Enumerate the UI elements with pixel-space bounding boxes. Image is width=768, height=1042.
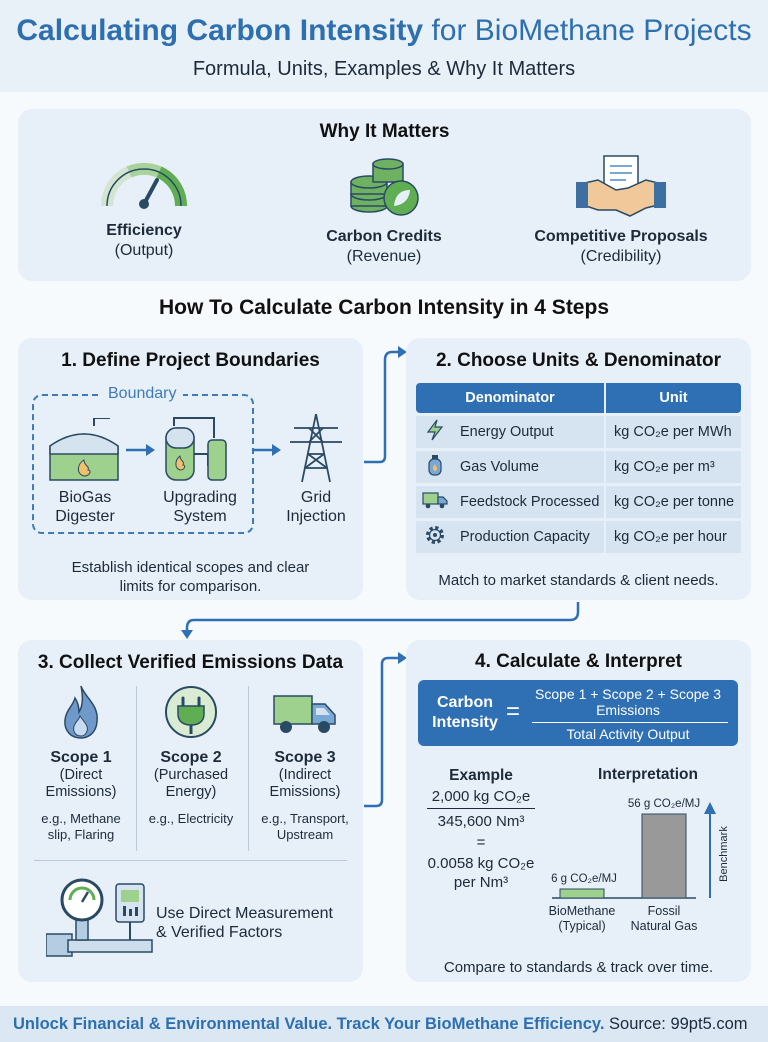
bar — [560, 889, 604, 898]
component-label-upgrading: Upgrading System — [163, 489, 237, 525]
scope-desc: Energy) — [165, 784, 217, 800]
why-label: Carbon Credits — [326, 228, 442, 245]
boundary-label: Boundary — [102, 385, 183, 403]
formula-lhs: Carbon Intensity — [432, 694, 498, 731]
plug-icon — [163, 684, 219, 740]
interpretation-title: Interpretation — [598, 766, 698, 783]
data-label: 6 g CO₂e/MJ — [551, 873, 617, 885]
lightning-icon — [422, 419, 448, 445]
scope-name: Scope 3 — [274, 749, 336, 766]
flow-arrow-icon — [252, 443, 282, 457]
denominator-cell: Energy Output — [416, 416, 606, 448]
footer-tagline: Unlock Financial & Environmental Value. Track Your BioMethane Efficiency. — [13, 1015, 605, 1033]
scope-example: e.g., Transport, Upstream — [261, 811, 349, 842]
component-label-digester: BioGas Digester — [55, 489, 115, 525]
why-sub: (Revenue) — [346, 248, 422, 265]
fraction-bar — [427, 808, 535, 809]
unit-cell: kg CO₂e per tonne — [606, 486, 741, 518]
scope2-column — [136, 684, 246, 827]
steps-heading: How To Calculate Carbon Intensity in 4 Steps — [158, 296, 609, 319]
table-row — [416, 521, 741, 553]
gear-icon — [422, 524, 448, 550]
page-subtitle: Formula, Units, Examples & Why It Matters — [192, 58, 576, 80]
example-denominator: 345,600 Nm³ — [437, 813, 525, 830]
flame-icon — [59, 684, 103, 740]
step2-panel — [406, 338, 751, 600]
truck-icon — [422, 491, 448, 513]
data-label: 56 g CO₂e/MJ — [627, 798, 701, 810]
component-label-grid: Grid Injection — [286, 489, 346, 525]
step1-note-line2: limits for comparison. — [119, 578, 262, 595]
why-title: Why It Matters — [319, 121, 450, 142]
gas-cylinder-icon — [422, 454, 448, 480]
example-result: 0.0058 kg CO₂e — [427, 855, 535, 872]
why-sub: (Credibility) — [580, 248, 662, 265]
scope-name: Scope 2 — [160, 749, 222, 766]
step1-panel — [18, 338, 363, 600]
footer-source: Source: 99pt5.com — [604, 1015, 748, 1033]
carbon-intensity-formula — [418, 680, 738, 746]
footer — [0, 1006, 768, 1042]
why-label: Competitive Proposals — [534, 228, 708, 245]
divider — [248, 686, 249, 851]
unit-cell: kg CO₂e per hour — [606, 521, 741, 553]
table-row — [416, 486, 741, 518]
formula-numerator: Scope 1 + Scope 2 + Scope 3 Emissions — [534, 686, 722, 718]
step1-title: 1. Define Project Boundaries — [61, 350, 320, 371]
step3-title: 3. Collect Verified Emissions Data — [37, 652, 344, 673]
scope-name: Scope 1 — [50, 749, 112, 766]
denominator-cell: Production Capacity — [416, 521, 606, 553]
flow-arrow-icon — [126, 443, 156, 457]
denominator-cell: Gas Volume — [416, 451, 606, 483]
example-result-unit: per Nm³ — [453, 874, 509, 891]
page-title: Calculating Carbon Intensity for BioMethane Projects — [16, 14, 752, 47]
example-block — [416, 766, 546, 892]
benchmark-label: Benchmark — [718, 826, 730, 882]
table-row — [416, 416, 741, 448]
scope3-column — [250, 684, 360, 843]
measurement-note: Use Direct Measurement & Verified Factors — [156, 905, 333, 941]
why-sub: (Output) — [114, 242, 174, 259]
step3-panel — [18, 640, 363, 982]
truck-icon — [272, 684, 338, 740]
category-label: Natural Gas — [630, 919, 698, 933]
denominator-cell: Feedstock Processed — [416, 486, 606, 518]
step4-panel — [406, 640, 751, 982]
meter-pipe-icon — [46, 876, 156, 968]
unit-cell: kg CO₂e per MWh — [606, 416, 741, 448]
step4-note: Compare to standards & track over time. — [443, 959, 714, 976]
step2-note: Match to market standards & client needs. — [438, 572, 719, 589]
example-title: Example — [449, 767, 513, 784]
scope-desc: (Indirect — [278, 767, 332, 783]
example-numerator: 2,000 kg CO₂e — [431, 788, 531, 805]
category-label: BioMethane — [548, 904, 616, 918]
why-label: Efficiency — [106, 222, 182, 239]
column-header: Denominator — [416, 383, 606, 413]
category-label: Fossil — [647, 904, 681, 918]
grid-tower-icon — [286, 412, 346, 484]
scope1-column — [26, 684, 136, 843]
scope-desc: Emissions) — [45, 784, 117, 800]
scope-example: e.g., Methane slip, Flaring — [41, 811, 121, 842]
benchmark-arrowhead — [704, 802, 716, 814]
biogas-digester-icon — [46, 418, 122, 482]
scope-desc: (Direct — [59, 767, 103, 783]
scope-example: e.g., Electricity — [148, 811, 234, 826]
bar — [642, 814, 686, 898]
divider — [34, 860, 347, 861]
step1-note-line1: Establish identical scopes and clear — [71, 559, 310, 576]
column-header: Unit — [606, 383, 741, 413]
formula-equals: = — [506, 698, 521, 725]
category-label: (Typical) — [558, 919, 606, 933]
table-header-row — [416, 383, 741, 413]
table-row — [416, 451, 741, 483]
upgrading-system-icon — [164, 414, 240, 482]
scope-desc: (Purchased — [153, 767, 229, 783]
unit-cell: kg CO₂e per m³ — [606, 451, 741, 483]
units-table — [416, 380, 741, 556]
fraction-bar — [532, 722, 728, 723]
scope-desc: Emissions) — [269, 784, 341, 800]
step2-title: 2. Choose Units & Denominator — [435, 350, 722, 371]
example-equals: = — [476, 834, 486, 851]
formula-denominator: Total Activity Output — [566, 726, 690, 742]
step4-title: 4. Calculate & Interpret — [475, 651, 682, 672]
interpretation-chart — [546, 788, 746, 948]
